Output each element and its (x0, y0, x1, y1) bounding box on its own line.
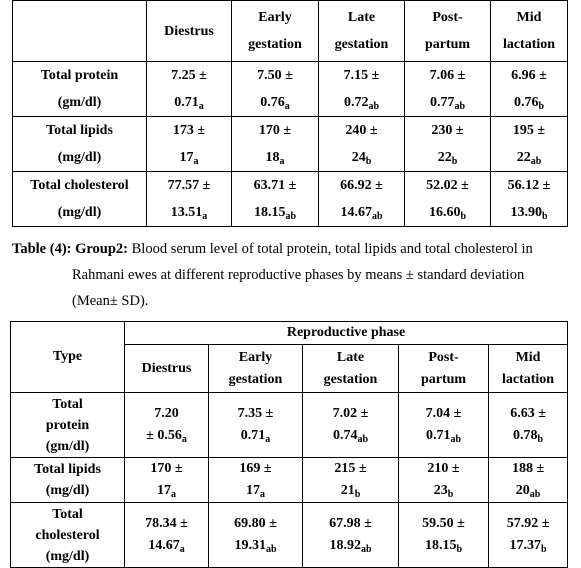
value-cell (405, 117, 491, 172)
value-sd (209, 535, 302, 557)
value-mean: 195 ± (512, 123, 546, 138)
significance-letter: b (537, 434, 544, 445)
value-sd (489, 535, 567, 557)
value-sd (209, 480, 302, 502)
value-sd-number: 0.76 (260, 95, 285, 110)
value-cell (303, 503, 399, 568)
caption-line3: (Mean± SD). (72, 293, 149, 309)
table-header-row (11, 322, 568, 345)
value-mean: 188 ± (511, 461, 545, 476)
value-sd (125, 535, 208, 557)
value-mean: 7.50 ± (257, 68, 293, 83)
value-sd (303, 425, 398, 447)
caption-line2: Rahmani ewes at different reproductive phases by means ± standard deviation (72, 267, 525, 283)
significance-letter: a (265, 434, 271, 445)
value-cell (303, 393, 399, 458)
caption-line1: Blood serum level of total protein, total lipids and total cholesterol in (128, 241, 533, 257)
header-group: Reproductive phase (125, 322, 568, 345)
significance-letter: ab (454, 101, 466, 112)
value-sd-number: 22 (516, 150, 531, 165)
value-cell (209, 393, 303, 458)
significance-letter: ab (357, 434, 369, 445)
value-sd (125, 480, 208, 502)
value-sd-number: 18.15 (424, 538, 457, 553)
value-mean: 170 ± (150, 461, 183, 476)
significance-letter: ab (371, 211, 383, 222)
value-cell (232, 117, 319, 172)
value-sd (303, 480, 398, 502)
value-cell (232, 172, 319, 227)
value-sd-number: 0.71 (174, 95, 199, 110)
value-mean: 7.20 (154, 406, 179, 421)
value-sd-number: 17.37 (509, 538, 541, 553)
significance-letter: a (202, 211, 208, 222)
value-mean: 169 ± (239, 461, 272, 476)
value-sd (399, 480, 488, 502)
header-cell: Early gestation (209, 345, 303, 393)
table-row (11, 458, 568, 503)
row-label-name: Total lipids (46, 123, 113, 138)
value-mean: 56.12 ± (507, 178, 551, 193)
table-row (13, 62, 568, 117)
significance-letter: b (541, 544, 547, 555)
table-row (13, 172, 568, 227)
value-cell (489, 458, 568, 503)
value-sd-number: 13.90 (510, 205, 542, 220)
value-mean: 7.06 ± (429, 68, 466, 83)
row-label-unit: (mg/dl) (57, 150, 102, 165)
value-sd-number: 20 (515, 483, 530, 498)
header-cell: Mid lactation (489, 345, 568, 393)
value-sd-number: 21 (340, 483, 355, 498)
row-label (13, 117, 147, 172)
value-mean: 69.80 ± (234, 516, 277, 531)
value-cell (319, 117, 405, 172)
value-sd-number: 17 (157, 483, 171, 498)
significance-letter: ab (368, 101, 380, 112)
value-sd (491, 144, 567, 171)
table-row (11, 503, 568, 568)
row-label-line: Total (52, 396, 83, 412)
value-cell (147, 172, 232, 227)
significance-letter: a (193, 156, 199, 167)
value-cell (209, 458, 303, 503)
value-sd-number: 13.51 (170, 205, 203, 220)
value-sd-number: 0.78 (513, 428, 538, 443)
row-label (11, 503, 125, 568)
value-sd (399, 535, 488, 557)
value-sd-number: 0.74 (332, 428, 358, 443)
value-cell (405, 172, 491, 227)
value-mean: 210 ± (427, 461, 460, 476)
value-sd-number: 0.76 (513, 95, 539, 110)
significance-letter: b (538, 101, 545, 112)
row-label-line: (gm/dl) (45, 438, 90, 454)
value-mean: 173 ± (172, 123, 206, 138)
significance-letter: b (456, 544, 463, 555)
row-label-unit: (gm/dl) (57, 95, 102, 110)
row-label-line: (mg/dl) (45, 548, 90, 564)
row-label (13, 62, 147, 117)
value-mean: 67.98 ± (329, 516, 372, 531)
value-cell (303, 458, 399, 503)
value-cell (209, 503, 303, 568)
value-sd-number: 18 (265, 150, 280, 165)
value-sd (147, 89, 231, 116)
table-row (13, 117, 568, 172)
value-cell (489, 503, 568, 568)
value-sd-number: 18.92 (329, 538, 361, 553)
table-row (11, 393, 568, 458)
significance-letter: a (181, 434, 187, 445)
value-sd-number: 19.31 (234, 538, 266, 553)
value-cell (147, 117, 232, 172)
value-mean: 6.63 ± (510, 406, 546, 421)
value-mean: 7.35 ± (237, 406, 274, 421)
row-label-line: cholesterol (35, 527, 100, 543)
row-label (11, 393, 125, 458)
header-cell: Post- partum (405, 1, 491, 62)
significance-letter: b (365, 156, 372, 167)
value-sd (489, 480, 567, 502)
value-sd-number: 0.56 (157, 428, 182, 443)
value-mean: 66.92 ± (340, 178, 383, 193)
significance-letter: b (460, 211, 467, 222)
value-sd-number: 14.67 (148, 538, 180, 553)
row-label-line: protein (45, 417, 90, 433)
significance-letter: ab (360, 544, 372, 555)
value-sd-number: 16.60 (428, 205, 461, 220)
significance-letter: b (451, 156, 458, 167)
value-sd (319, 144, 404, 171)
value-sd (405, 89, 490, 116)
value-cell (319, 172, 405, 227)
value-mean: 7.02 ± (332, 406, 369, 421)
caption-label: Table (4): Group2: (12, 241, 129, 257)
value-mean: 240 ± (345, 123, 378, 138)
value-mean: 170 ± (258, 123, 292, 138)
value-sd-number: 0.77 (429, 95, 455, 110)
value-cell (489, 393, 568, 458)
row-label-line: (mg/dl) (45, 483, 90, 498)
significance-letter: a (284, 101, 290, 112)
value-sd-number: 14.67 (340, 205, 372, 220)
row-label-line: Total lipids (34, 462, 101, 477)
header-cell: Diestrus (147, 1, 232, 62)
value-cell (491, 117, 568, 172)
value-sd (489, 425, 567, 447)
value-sd (405, 199, 490, 226)
value-cell (125, 393, 209, 458)
significance-letter: a (198, 101, 204, 112)
value-cell (491, 62, 568, 117)
value-cell (319, 62, 405, 117)
significance-letter: a (279, 156, 285, 167)
value-mean: 7.04 ± (425, 406, 462, 421)
value-sd (319, 199, 404, 226)
value-sd (303, 535, 398, 557)
value-mean: 63.71 ± (253, 178, 297, 193)
header-empty (13, 1, 147, 62)
significance-letter: a (179, 544, 185, 555)
significance-letter: ab (285, 211, 297, 222)
significance-letter: ab (529, 489, 541, 500)
significance-letter: ab (530, 156, 542, 167)
value-sd-number: 24 (351, 150, 366, 165)
value-sd-number: 0.71 (240, 428, 266, 443)
value-cell (399, 503, 489, 568)
value-cell (147, 62, 232, 117)
value-sd (209, 425, 302, 447)
row-label-name: Total cholesterol (30, 178, 129, 193)
value-cell (125, 503, 209, 568)
significance-letter: b (354, 489, 361, 500)
value-sd-number: 17 (246, 483, 260, 498)
row-label-name: Total protein (40, 68, 119, 83)
row-label-line: Total (52, 506, 83, 522)
value-sd (399, 425, 488, 447)
value-sd (147, 199, 231, 226)
value-sd-number: 0.71 (425, 428, 451, 443)
value-sd (232, 144, 318, 171)
value-sd-number: 18.15 (253, 205, 286, 220)
value-sd: ± $0.56_a$ (146, 428, 187, 445)
header-cell: Late gestation (319, 1, 405, 62)
header-type: Type (11, 322, 125, 393)
value-cell (405, 62, 491, 117)
table-header-row (13, 1, 568, 62)
value-mean: 6.96 ± (511, 68, 547, 83)
value-sd (491, 89, 567, 116)
header-cell: Early gestation (232, 1, 319, 62)
row-label (13, 172, 147, 227)
value-mean: 52.02 ± (426, 178, 469, 193)
table-caption (12, 236, 572, 314)
value-cell (232, 62, 319, 117)
significance-letter: a (171, 489, 176, 500)
value-cell (399, 393, 489, 458)
value-cell (399, 458, 489, 503)
value-sd (319, 89, 404, 116)
significance-letter: b (541, 211, 548, 222)
header-cell: Diestrus (125, 345, 209, 393)
value-sd (147, 144, 231, 171)
value-mean: 59.50 ± (422, 516, 465, 531)
row-label (11, 458, 125, 503)
value-sd-number: 23 (433, 483, 448, 498)
significance-letter: b (447, 489, 454, 500)
value-sd (405, 144, 490, 171)
value-sd (232, 89, 318, 116)
significance-letter: ab (450, 434, 462, 445)
value-sd-number: 22 (437, 150, 452, 165)
header-cell: Mid lactation (491, 1, 568, 62)
value-sd-number: 0.72 (343, 95, 369, 110)
value-cell (125, 458, 209, 503)
header-cell: Late gestation (303, 345, 399, 393)
value-mean: 7.15 ± (343, 68, 380, 83)
value-mean: 7.25 ± (171, 68, 207, 83)
value-mean: 78.34 ± (145, 516, 188, 531)
value-mean: 215 ± (334, 461, 367, 476)
value-cell (491, 172, 568, 227)
value-sd (232, 199, 318, 226)
value-sd (491, 199, 567, 226)
row-label-unit: (mg/dl) (57, 205, 102, 220)
significance-letter: a (260, 489, 265, 500)
header-cell: Post- partum (399, 345, 489, 393)
significance-letter: ab (265, 544, 277, 555)
value-mean: 230 ± (431, 123, 464, 138)
value-sd-number: 17 (179, 150, 194, 165)
table-group2 (10, 321, 568, 568)
value-mean: 77.57 ± (167, 178, 211, 193)
value-mean: 57.92 ± (506, 516, 550, 531)
table-group1 (12, 0, 568, 227)
